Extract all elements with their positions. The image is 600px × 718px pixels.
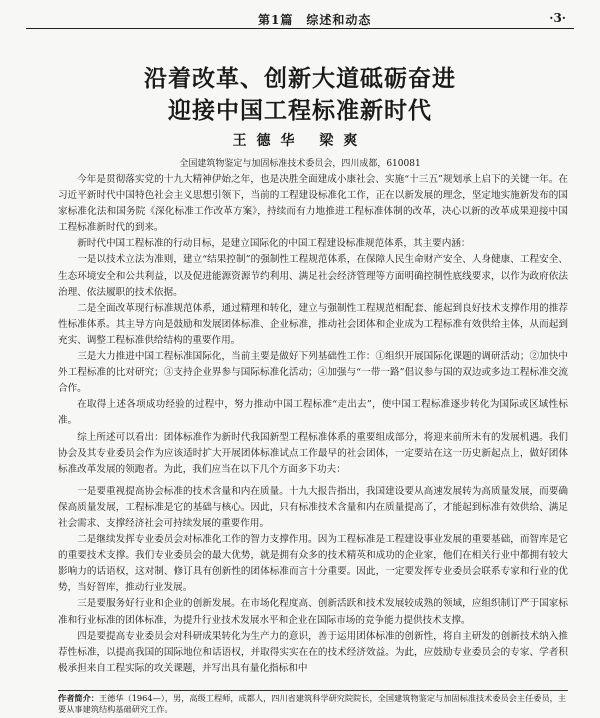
footnote-text: 王德华（1964—），男，高级工程师，成都人，四川省建筑科学研究院院长，全国建筑物鉴定与加固标准技术委员会主任委员，主要从事建筑结构基础研究工作。 <box>58 693 567 714</box>
paragraph: 二是继续发挥专业委员会对标准化工作的智力支撑作用。因为工程标准是工程建设事业发展的重要基础，而智库是它的重要技术支撑。我们专业委员会的最大优势，就是拥有众多的技术精英和成功的企业家，他们在相关行业中都拥有较大影响力的话语权，这对制、修订具有创新性的团体标准而言十分重要。因此，一定要发挥专业委员会联系专家和行业的优势，当好智库，推动行业发展。 <box>58 534 568 594</box>
paragraph: 二是全面改革现行标准规范体系，通过精理和转化，建立与强制性工程规范相配套、能起到良好技术支撑作用的推荐性标准体系。其主导方向是鼓励和发展团体标准、企业标准，推动社会团体和企业成为工程标准有效供给主体，从而起到充实、调整工程标准供给结构的重要作用。 <box>58 302 568 346</box>
paragraph: 一是要重视提高协会标准的技术含量和内在质量。十九大报告指出，我国建设要从高速发展转为高质量发展，而要确保高质量发展，工程标准是它的基础与核心。因此，只有标准技术含量和内在质量提高了，才能起到标准有效供给、满足社会需求、支撑经济社会可持续发展的重要作用。 <box>58 485 568 529</box>
paragraph: 新时代中国工程标准的行动目标，是建立国际化的中国工程建设标准规范体系，其主要内涵： <box>77 238 471 250</box>
page-number: ·3· <box>549 11 566 25</box>
article-title-line-1: 沿着改革、创新大道砥砺奋进 <box>144 65 456 92</box>
author-affiliation: 全国建筑物鉴定与加固标准技术委员会，四川成都，610081 <box>179 159 421 169</box>
paragraph: 一是以技术立法为准则，建立“结果控制”的强制性工程规范体系，在保障人民生命财产安全、人身健康、工程安全、生态环境安全和公共利益，以及促进能源资源节约利用、满足社会经济管理等方面明确控制性底线要求，以作为政府依法治理、依法履职的技术依据。 <box>58 254 568 298</box>
paragraph: 四是要提高专业委员会对科研成果转化为生产力的意识，善于运用团体标准的创新性，将自主研发的创新技术纳入推荐性标准，以提高我国的国际地位和话语权，并取得实实在在的技术经济效益。为此，应鼓励专业委员会的专家、学者积极承担来自工程实际的攻关课题，并写出具有量化指标和中 <box>58 630 568 674</box>
paragraph: 今年是贯彻落实党的十九大精神伊始之年，也是决胜全面建成小康社会、实施“十三五”规划承上启下的关键一年。在习近平新时代中国特色社会主义思想引领下，当前的工程建设标准化工作，正在以新发展的理念，坚定地实施新发布的国家标准化法和国务院《深化标准工作改革方案》，持续而有力地推进工程标准体制的改革，决心以新的改革成果迎接中国工程标准新时代的到来。 <box>58 174 568 234</box>
section-title: 第1篇 综述和动态 <box>258 13 372 27</box>
article-body <box>58 172 568 677</box>
paragraph: 综上所述可以看出：团体标准作为新时代我国新型工程标准体系的重要组成部分，将迎来前所未有的发展机遇。我们协会及其专业委员会作为应该适时扩大开展团体标准试点工作最早的社会团体，一定要站在这一历史新起点上，做好团体标准改革发展的领跑者。为此，我们应当在以下几个方面多下功夫： <box>58 431 568 475</box>
paragraph: 三是大力推进中国工程标准国际化，当前主要是做好下列基础性工作：①组织开展国际化课题的调研活动；②加快中外工程标准的比对研究；③支持企业界参与国际标准化活动；④加强与“一带一路”倡议参与国的双边或多边工程标准交流合作。 <box>58 351 568 395</box>
paragraph: 在取得上述各项成功经验的过程中，努力推动中国工程标准“走出去”，使中国工程标准逐步转化为国际或区域性标准。 <box>58 399 568 427</box>
author-names: 王德华 梁爽 <box>232 133 368 149</box>
article-title-line-2: 迎接中国工程标准新时代 <box>168 97 432 124</box>
running-header <box>26 8 574 29</box>
author-footnote <box>58 690 568 715</box>
footnote-label: 作者简介： <box>58 693 99 703</box>
paragraph: 三是要服务好行业和企业的创新发展。在市场化程度高、创新活跃和技术发展较成熟的领域，应组织制订严于国家标准和行业标准的团体标准，为提升行业技术发展水平和企业在国际市场的竞争能力提供技术支撑。 <box>58 598 568 626</box>
